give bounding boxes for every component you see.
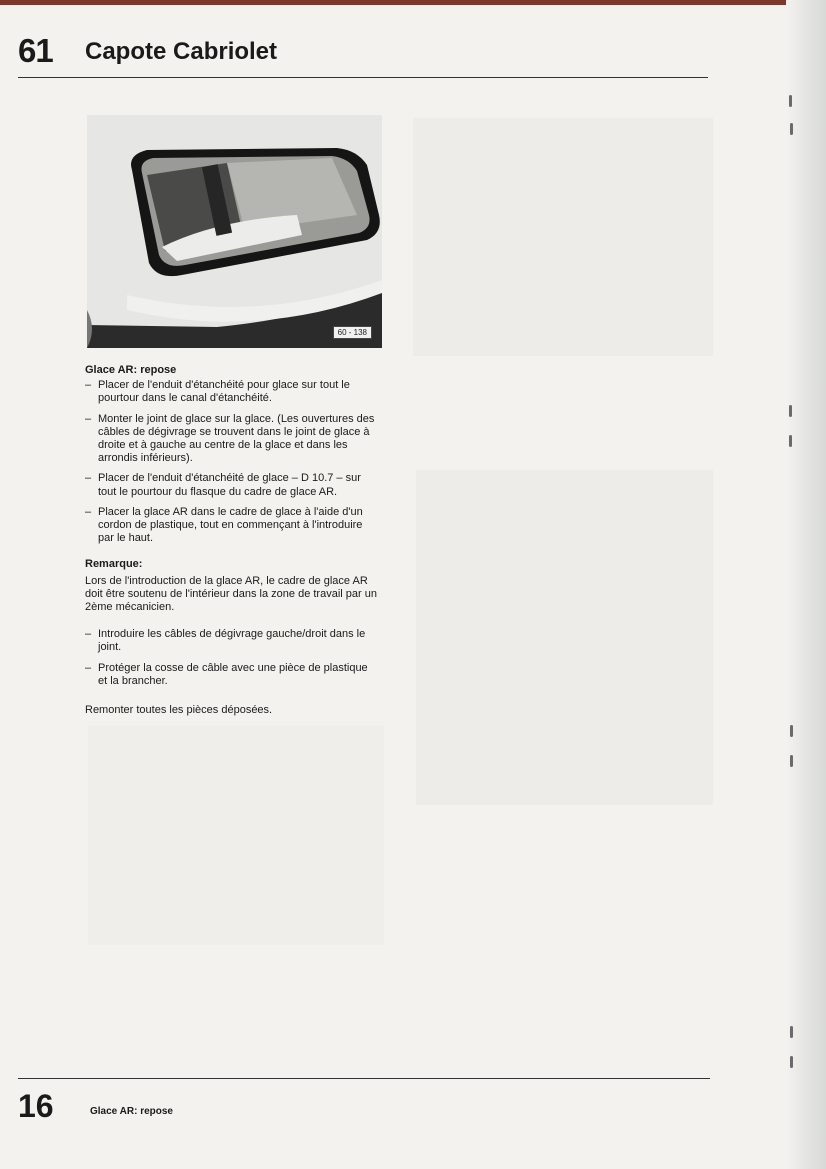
step-item: – Placer de l'enduit d'étanchéité pour glace sur tout le pourtour dans le canal d'étanchéité. [85,379,377,405]
rear-window-photo [87,115,382,348]
remark-text: Lors de l'introduction de la glace AR, le cadre de glace AR doit être soutenu de l'intérieur dans la zone de travail par un 2ème mécanicien. [85,574,377,614]
binding-mark [789,405,792,417]
remark-title: Remarque: [85,558,143,571]
step-item: – Placer la glace AR dans le cadre de glace à l'aide d'un cordon de plastique, tout en commençant à l'introduire par le haut. [85,506,377,546]
binding-mark [789,95,792,107]
step-item: – Introduire les câbles de dégivrage gauche/droit dans le joint. [85,628,377,654]
step-item: – Placer de l'enduit d'étanchéité de glace – D 10.7 – sur tout le pourtour du flasque du cadre de glace AR. [85,472,377,498]
figure-reference: 60 - 138 [333,326,372,339]
step-item: – Monter le joint de glace sur la glace. (Les ouvertures des câbles de dégivrage se trouvent dans le joint de glace à droite et à gauche au centre de la glace et dans les arrondis inférieurs). [85,413,377,466]
binding-mark [790,725,793,737]
page-number: 16 [18,1088,54,1124]
page-header [18,32,708,80]
show-through-image [416,470,713,805]
page-right-edge [786,0,826,1169]
binding-mark [790,1056,793,1068]
binding-mark [789,435,792,447]
footer-title: Glace AR: repose [90,1106,173,1117]
binding-mark [790,755,793,767]
final-note: Remonter toutes les pièces déposées. [85,704,273,717]
show-through-image [88,725,384,945]
show-through-image [413,118,713,356]
page-top-edge [0,0,826,5]
binding-mark [790,1026,793,1038]
section-heading: Glace AR: repose [85,364,177,376]
chapter-number: 61 [18,32,53,69]
instructions [85,364,377,717]
rear-window-illustration [87,115,382,348]
footer-rule [18,1078,710,1079]
step-item: – Protéger la cosse de câble avec une pièce de plastique et la brancher. [85,662,377,688]
chapter-title: Capote Cabriolet [85,38,278,65]
binding-mark [790,123,793,135]
header-rule [18,77,708,78]
